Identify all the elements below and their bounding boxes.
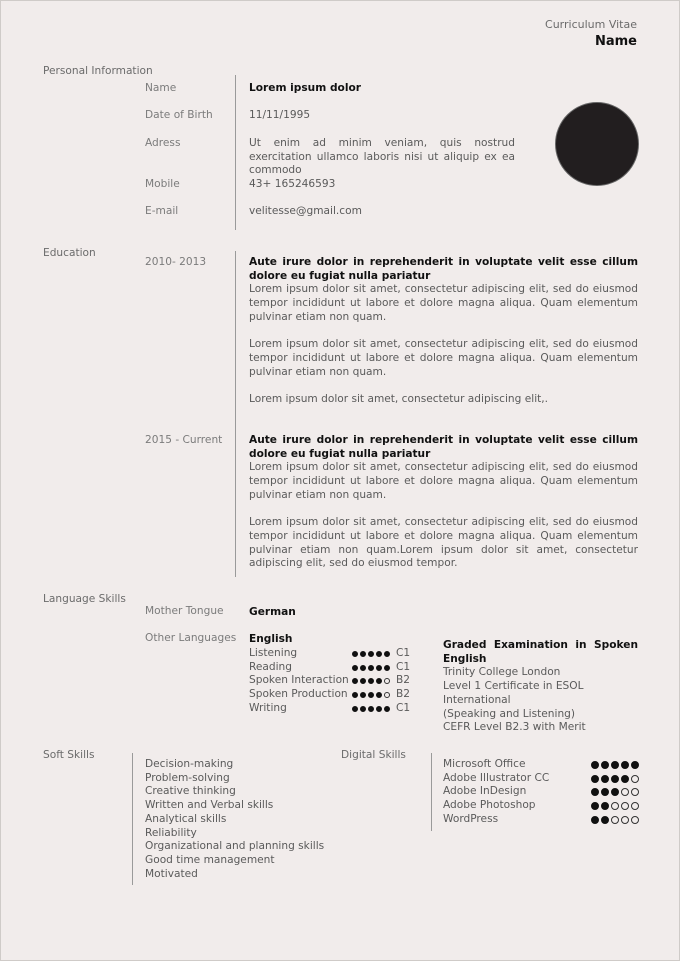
- divider-soft-skills: [132, 753, 133, 885]
- soft-skill-item: Organizational and planning skills: [145, 840, 325, 853]
- filled-dot-icon: [611, 788, 619, 796]
- filled-dot-icon: [352, 706, 358, 712]
- filled-dot-icon: [368, 651, 374, 657]
- empty-dot-icon: [621, 816, 629, 824]
- soft-skill-item: Creative thinking: [145, 785, 236, 798]
- cert-title: Graded Examination in Spoken English: [443, 639, 638, 665]
- filled-dot-icon: [621, 761, 629, 769]
- filled-dot-icon: [376, 665, 382, 671]
- soft-skill-item: Decision-making: [145, 758, 234, 770]
- digital-skills-list: [443, 758, 639, 826]
- language-skill-grade: B2: [396, 688, 411, 701]
- label-mobile: Mobile: [145, 178, 180, 190]
- label-email: E-mail: [145, 205, 179, 217]
- filled-dot-icon: [384, 665, 390, 671]
- filled-dot-icon: [601, 788, 609, 796]
- filled-dot-icon: [360, 706, 366, 712]
- value-mother-tongue: German: [249, 606, 296, 618]
- filled-dot-icon: [601, 816, 609, 824]
- value-dob: 11/11/1995: [249, 109, 311, 121]
- label-mother-tongue: Mother Tongue: [145, 605, 224, 617]
- skill-level-dots: [591, 802, 639, 810]
- filled-dot-icon: [360, 665, 366, 671]
- digital-skill-row: [443, 758, 639, 772]
- filled-dot-icon: [621, 775, 629, 783]
- edu-entry-2: [249, 434, 638, 571]
- edu-period-1: 2010- 2013: [145, 256, 207, 268]
- filled-dot-icon: [601, 761, 609, 769]
- cv-label: Curriculum Vitae: [545, 18, 637, 31]
- filled-dot-icon: [631, 761, 639, 769]
- section-title-education: Education: [43, 247, 96, 259]
- soft-skill-item: Reliability: [145, 826, 197, 839]
- value-address: Ut enim ad minim veniam, quis nostrud exercitation ullamco laboris nisi ut aliquip ex ea commodo: [249, 137, 515, 177]
- value-language: English: [249, 633, 293, 645]
- empty-dot-icon: [384, 678, 390, 684]
- digital-skill-name: WordPress: [443, 812, 499, 825]
- skill-level-dots: [352, 678, 390, 684]
- edu-paragraph: Lorem ipsum dolor sit amet, consectetur adipiscing elit, sed do eiusmod tempor incididunt ut labore et dolore magna aliqua. Quam elementum pulvinar etiam non quam.: [249, 283, 638, 323]
- edu-title-1: Aute irure dolor in reprehenderit in voluptate velit esse cillum dolore eu fugiat nulla pariatur: [249, 256, 638, 282]
- filled-dot-icon: [360, 678, 366, 684]
- filled-dot-icon: [611, 775, 619, 783]
- empty-dot-icon: [631, 802, 639, 810]
- language-skill-name: Listening: [249, 647, 298, 659]
- filled-dot-icon: [368, 678, 374, 684]
- edu-paragraph: Lorem ipsum dolor sit amet, consectetur adipiscing elit,.: [249, 393, 549, 405]
- language-skill-name: Spoken Interaction: [249, 674, 349, 687]
- edu-period-2: 2015 - Current: [145, 434, 223, 446]
- skill-level-dots: [591, 775, 639, 783]
- empty-dot-icon: [384, 692, 390, 698]
- language-skill-row: [249, 647, 435, 661]
- profile-photo: [555, 102, 639, 186]
- skill-level-dots: [352, 692, 390, 698]
- filled-dot-icon: [376, 651, 382, 657]
- value-name: Lorem ipsum dolor: [249, 82, 361, 94]
- section-title-language: Language Skills: [43, 593, 126, 605]
- skill-level-dots: [352, 665, 390, 671]
- soft-skill-item: Motivated: [145, 867, 198, 880]
- skill-level-dots: [352, 706, 390, 712]
- filled-dot-icon: [352, 665, 358, 671]
- language-skill-name: Spoken Production: [249, 688, 348, 701]
- cv-name: Name: [594, 34, 637, 49]
- filled-dot-icon: [384, 706, 390, 712]
- edu-title-2: Aute irure dolor in reprehenderit in voluptate velit esse cillum dolore eu fugiat nulla pariatur: [249, 434, 638, 460]
- value-email[interactable]: velitesse@gmail.com: [249, 205, 362, 217]
- value-mobile: 43+ 165246593: [249, 178, 336, 190]
- soft-skill-item: Problem-solving: [145, 771, 230, 784]
- digital-skill-row: [443, 785, 639, 799]
- soft-skills-list: [145, 758, 324, 881]
- divider-digital-skills: [431, 753, 432, 831]
- cert-line: Level 1 Certificate in ESOL International: [443, 680, 584, 706]
- filled-dot-icon: [368, 706, 374, 712]
- filled-dot-icon: [368, 692, 374, 698]
- header: [545, 18, 637, 49]
- empty-dot-icon: [631, 788, 639, 796]
- divider-personal: [235, 75, 236, 230]
- digital-skill-name: Adobe Illustrator CC: [443, 771, 550, 784]
- filled-dot-icon: [591, 761, 599, 769]
- section-title-digital-skills: Digital Skills: [341, 749, 406, 761]
- filled-dot-icon: [376, 678, 382, 684]
- cert-line: (Speaking and Listening): [443, 707, 576, 720]
- filled-dot-icon: [611, 761, 619, 769]
- cert-line: Trinity College London: [443, 666, 561, 679]
- language-skill-row: [249, 674, 435, 688]
- divider-education: [235, 251, 236, 577]
- cert-line: CEFR Level B2.3 with Merit: [443, 721, 586, 734]
- empty-dot-icon: [631, 816, 639, 824]
- skill-level-dots: [591, 788, 639, 796]
- language-skill-grade: B2: [396, 674, 411, 687]
- empty-dot-icon: [621, 802, 629, 810]
- edu-paragraph: Lorem ipsum dolor sit amet, consectetur adipiscing elit, sed do eiusmod tempor incididunt ut labore et dolore magna aliqua. Quam elementum pulvinar etiam non quam.Lorem ipsum dolor sit amet, consectetur adipiscing elit, sed do eiusmod tempor.: [249, 516, 638, 570]
- label-name: Name: [145, 82, 177, 94]
- digital-skill-row: [443, 772, 639, 786]
- filled-dot-icon: [591, 816, 599, 824]
- filled-dot-icon: [376, 692, 382, 698]
- digital-skill-name: Adobe Photoshop: [443, 799, 536, 812]
- language-skill-row: [249, 661, 435, 675]
- soft-skill-item: Good time management: [145, 853, 275, 866]
- language-skill-list: [249, 647, 435, 715]
- filled-dot-icon: [360, 692, 366, 698]
- skill-level-dots: [352, 651, 390, 657]
- filled-dot-icon: [591, 788, 599, 796]
- language-certificate: [443, 639, 638, 735]
- filled-dot-icon: [601, 802, 609, 810]
- filled-dot-icon: [591, 802, 599, 810]
- filled-dot-icon: [352, 692, 358, 698]
- skill-level-dots: [591, 816, 639, 824]
- section-title-soft-skills: Soft Skills: [43, 749, 95, 761]
- soft-skill-item: Written and Verbal skills: [145, 799, 274, 812]
- empty-dot-icon: [621, 788, 629, 796]
- edu-paragraph: Lorem ipsum dolor sit amet, consectetur adipiscing elit, sed do eiusmod tempor incididunt ut labore et dolore magna aliqua. Quam elementum pulvinar etiam non quam.: [249, 338, 638, 378]
- language-skill-row: [249, 702, 435, 716]
- language-skill-name: Writing: [249, 701, 287, 714]
- digital-skill-name: Microsoft Office: [443, 758, 526, 770]
- digital-skill-row: [443, 813, 639, 827]
- edu-paragraph: Lorem ipsum dolor sit amet, consectetur adipiscing elit, sed do eiusmod tempor incididunt ut labore et dolore magna aliqua. Quam elementum pulvinar etiam non quam.: [249, 461, 638, 501]
- filled-dot-icon: [384, 651, 390, 657]
- label-dob: Date of Birth: [145, 109, 213, 121]
- digital-skill-name: Adobe InDesign: [443, 785, 527, 798]
- language-skill-name: Reading: [249, 660, 293, 673]
- filled-dot-icon: [376, 706, 382, 712]
- section-title-personal: Personal Information: [43, 65, 153, 77]
- soft-skill-item: Analytical skills: [145, 812, 227, 825]
- edu-entry-1: [249, 256, 638, 407]
- language-skill-row: [249, 688, 435, 702]
- filled-dot-icon: [591, 775, 599, 783]
- filled-dot-icon: [352, 678, 358, 684]
- filled-dot-icon: [360, 651, 366, 657]
- language-skill-grade: C1: [396, 647, 411, 659]
- digital-skill-row: [443, 799, 639, 813]
- skill-level-dots: [591, 761, 639, 769]
- empty-dot-icon: [631, 775, 639, 783]
- empty-dot-icon: [611, 802, 619, 810]
- language-skill-grade: C1: [396, 701, 411, 714]
- filled-dot-icon: [601, 775, 609, 783]
- label-address: Adress: [145, 137, 181, 149]
- language-skill-grade: C1: [396, 660, 411, 673]
- filled-dot-icon: [352, 651, 358, 657]
- label-other-languages: Other Languages: [145, 632, 237, 644]
- filled-dot-icon: [368, 665, 374, 671]
- empty-dot-icon: [611, 816, 619, 824]
